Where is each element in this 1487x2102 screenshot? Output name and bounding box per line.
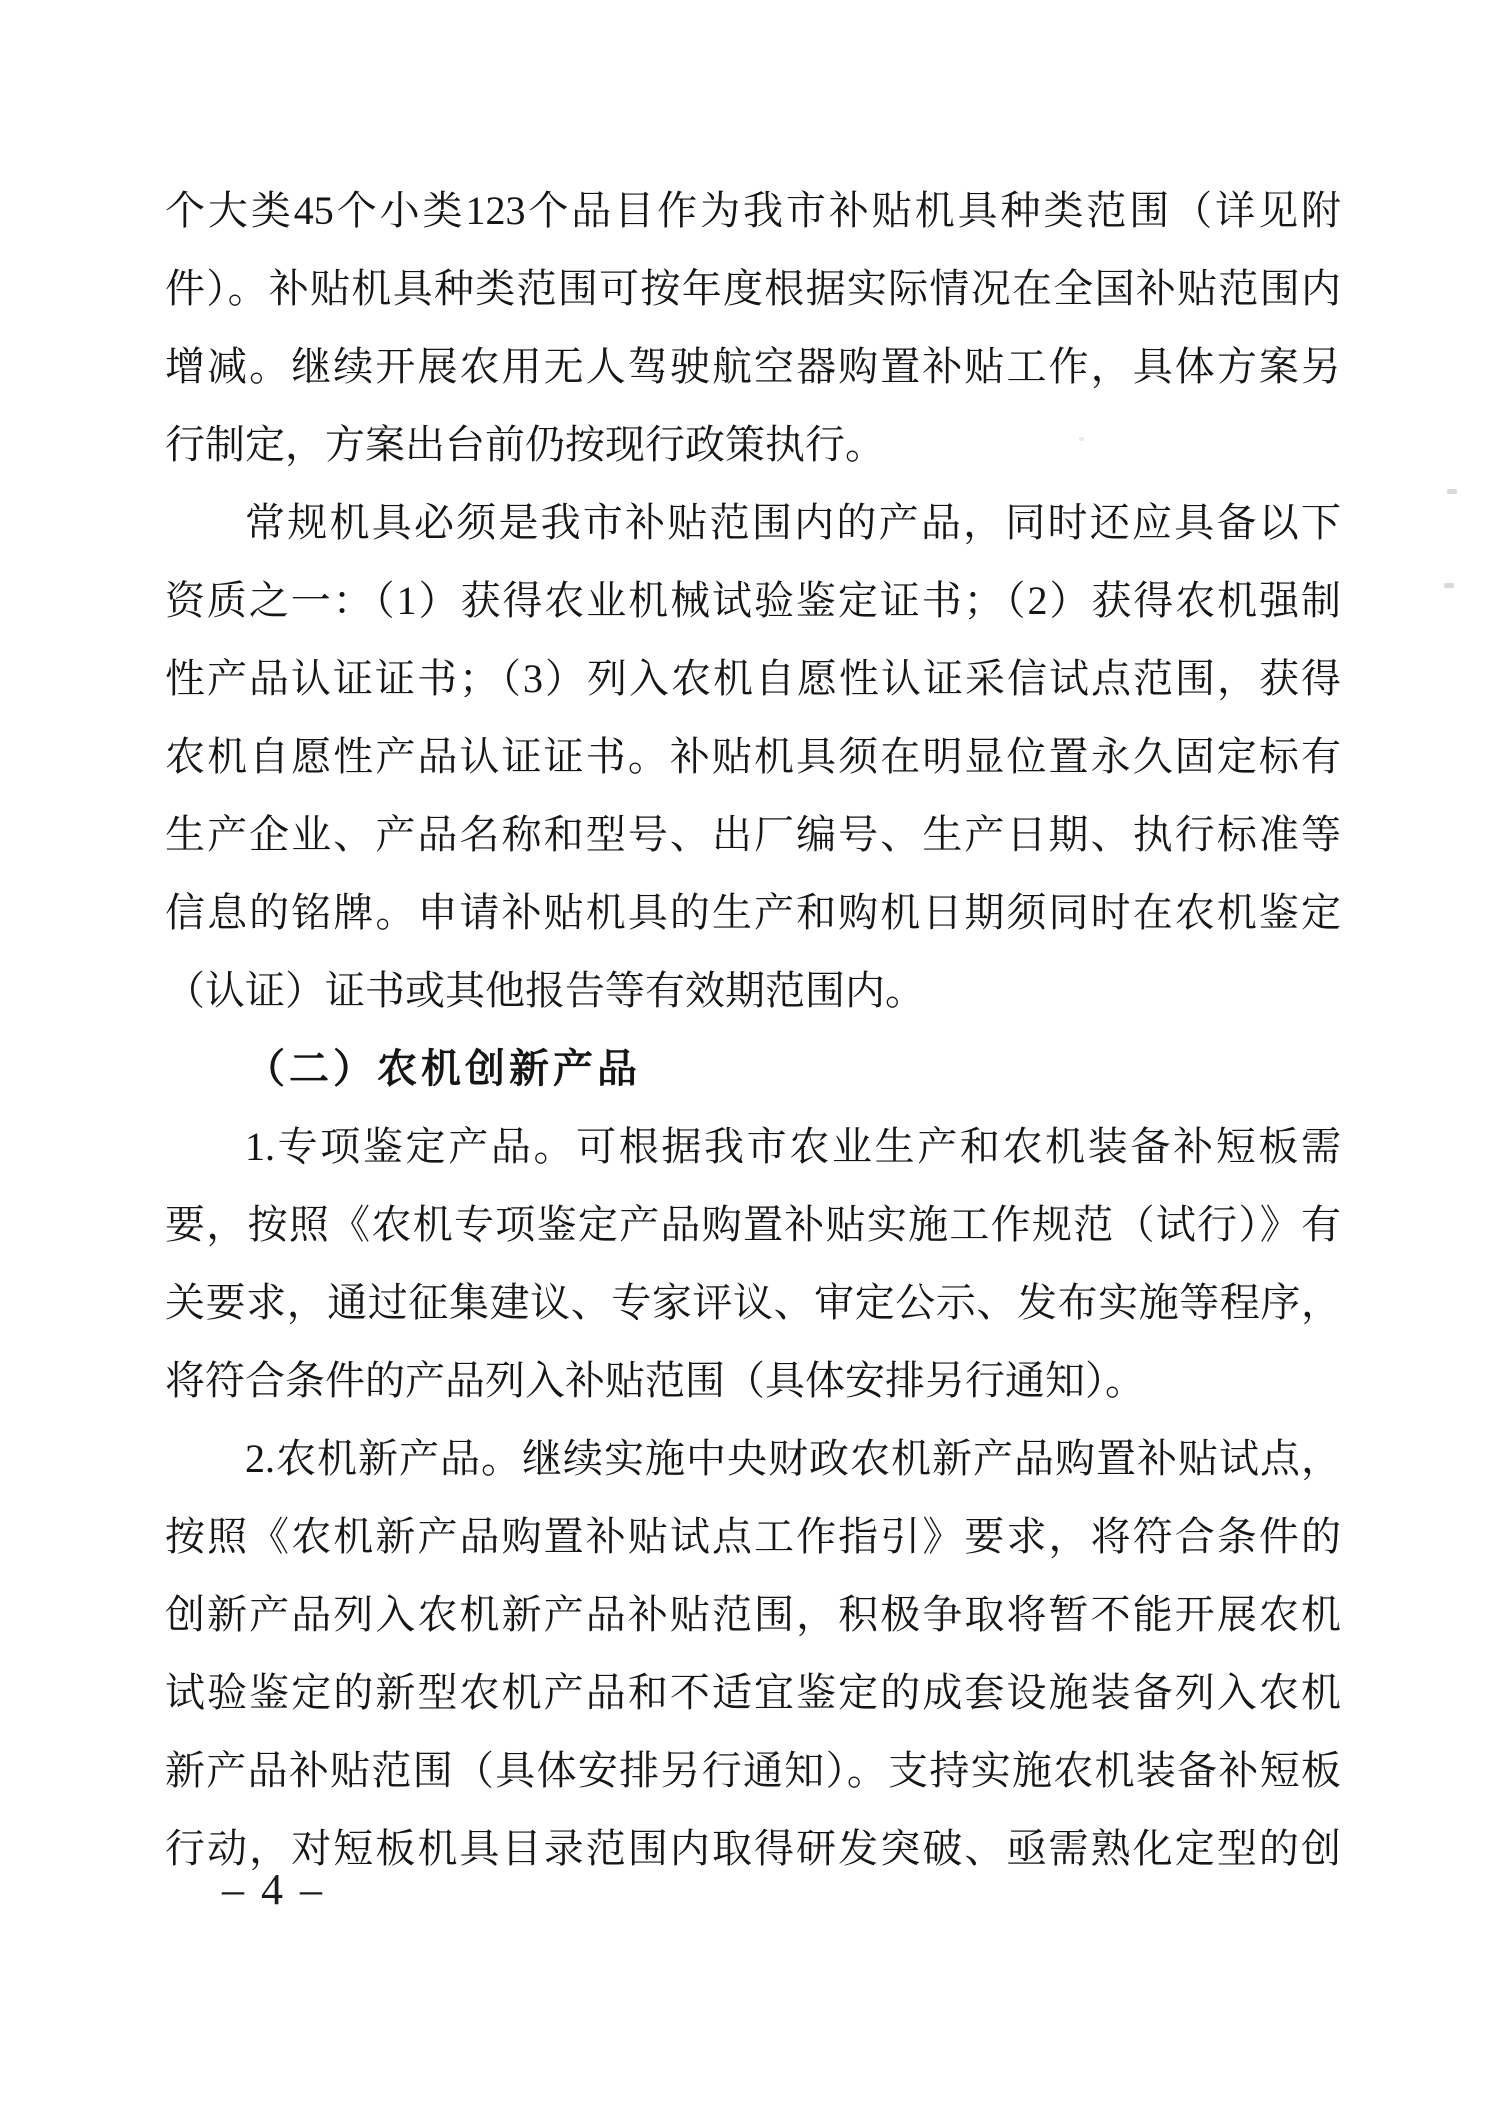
text-line: 信息的铭牌。申请补贴机具的生产和购机日期须同时在农机鉴定 <box>165 890 1341 935</box>
text-line: 资质之一：（1）获得农业机械试验鉴定证书；（2）获得农机强制 <box>165 578 1341 623</box>
text-line: 将符合条件的产品列入补贴范围（具体安排另行通知）。 <box>165 1358 1145 1403</box>
document-body <box>165 172 1341 1888</box>
text-line: 性产品认证证书；（3）列入农机自愿性认证采信试点范围，获得 <box>165 656 1341 701</box>
text-line: 件）。补贴机具种类范围可按年度根据实际情况在全国补贴范围内 <box>165 266 1341 311</box>
text-line: 行动，对短板机具目录范围内取得研发突破、亟需熟化定型的创 <box>165 1826 1341 1871</box>
scan-speck <box>1447 489 1457 494</box>
scan-speck <box>1079 437 1084 441</box>
text-line: 创新产品列入农机新产品补贴范围，积极争取将暂不能开展农机 <box>165 1592 1341 1637</box>
text-line: 常规机具必须是我市补贴范围内的产品，同时还应具备以下 <box>245 500 1341 545</box>
page-footer <box>222 1866 325 1914</box>
text-line: 要，按照《农机专项鉴定产品购置补贴实施工作规范（试行）》有 <box>165 1202 1341 1247</box>
text-line: 行制定，方案出台前仍按现行政策执行。 <box>165 422 885 467</box>
text-line: 试验鉴定的新型农机产品和不适宜鉴定的成套设施装备列入农机 <box>165 1670 1341 1715</box>
text-line: 个大类45个小类123个品目作为我市补贴机具种类范围（详见附 <box>165 188 1341 233</box>
text-line: 增减。继续开展农用无人驾驶航空器购置补贴工作，具体方案另 <box>165 344 1341 389</box>
text-line: 关要求，通过征集建议、专家评议、审定公示、发布实施等程序， <box>165 1280 1341 1325</box>
text-line: 新产品补贴范围（具体安排另行通知）。支持实施农机装备补短板 <box>165 1748 1341 1793</box>
section-heading: （二）农机创新产品 <box>245 1046 641 1091</box>
text-line: （认证）证书或其他报告等有效期范围内。 <box>165 968 925 1013</box>
page-number: – 4 – <box>222 1865 325 1914</box>
text-line: 2.农机新产品。继续实施中央财政农机新产品购置补贴试点， <box>245 1436 1341 1481</box>
text-line: 农机自愿性产品认证证书。补贴机具须在明显位置永久固定标有 <box>165 734 1341 779</box>
text-line: 按照《农机新产品购置补贴试点工作指引》要求，将符合条件的 <box>165 1514 1341 1559</box>
scan-speck <box>1444 583 1454 588</box>
text-line: 生产企业、产品名称和型号、出厂编号、生产日期、执行标准等 <box>165 812 1341 857</box>
text-line: 1.专项鉴定产品。可根据我市农业生产和农机装备补短板需 <box>245 1124 1341 1169</box>
